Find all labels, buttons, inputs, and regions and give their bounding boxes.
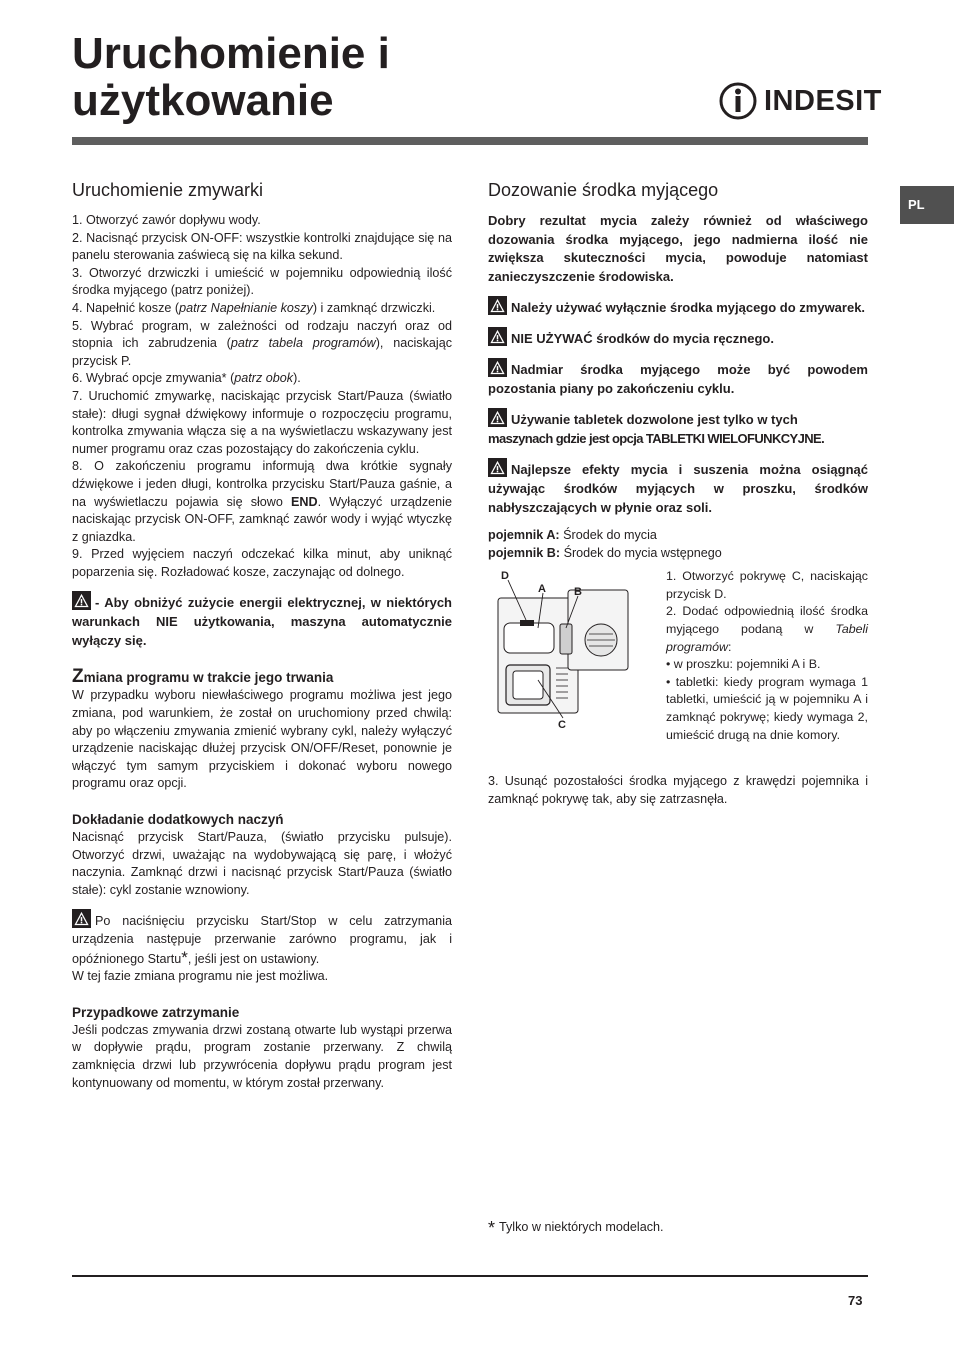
page-title-line2: użytkowanie bbox=[72, 76, 334, 125]
add-note: W tej fazie zmiana programu nie jest możliwa. bbox=[72, 969, 329, 984]
stop-text: Jeśli podczas zmywania drzwi zostaną otwarte lub wystąpi przerwa w dopływie prądu, program zostanie przerwany. Z chwilą zamknięcia drzwi lub przywrócenia dopływu prądu program jest kontynuowany od momentu, w którym został przerwany. bbox=[72, 1022, 452, 1090]
right-column bbox=[488, 178, 868, 808]
section-heading-change: Zmiana programu w trakcie jego trwania bbox=[72, 666, 334, 688]
dispenser-diagram bbox=[488, 568, 658, 738]
diagram-label-b: B bbox=[574, 586, 582, 599]
compartment-a: pojemnik A: Środek do mycia bbox=[488, 528, 657, 542]
step-2: 2. Nacisnąć przycisk ON-OFF: wszystkie kontrolki znajdujące się na panelu sterowania zaświecą się na kilka sekund. bbox=[72, 230, 452, 263]
dispenser-section bbox=[488, 568, 868, 773]
diagram-label-d: D bbox=[501, 570, 509, 583]
diagram-label-a: A bbox=[538, 583, 546, 596]
dispenser-tablets: • tabletki: kiedy program wymaga 1 tabletki, umieścić ją w pojemniku A i zamknąć pokrywę; kiedy wymaga 2, umieścić drugą na dnie komory. bbox=[666, 674, 868, 742]
add-warning: Po naciśnięciu przycisku Start/Stop w celu zatrzymania urządzenia następuje przerwanie zarówno programu, jak i opóźnionego Startu*, jeśli jest on ustawiony. bbox=[72, 909, 452, 968]
footnote-text: Tylko w niektórych modelach. bbox=[499, 1220, 664, 1234]
title-divider bbox=[72, 137, 868, 145]
energy-warning: - Aby obniżyć zużycie energii elektrycznej, w niektórych warunkach NIE użytkowania, maszyna automatycznie wyłączy się. bbox=[72, 591, 452, 650]
warning-icon bbox=[488, 408, 507, 427]
page-number: 73 bbox=[848, 1293, 863, 1308]
dispenser-powder: • w proszku: pojemniki A i B. bbox=[666, 657, 821, 672]
warning-tablets: Używanie tabletek dozwolone jest tylko w tych maszynach gdzie jest opcja TABLETKI WIELOFUNKCYJNE. bbox=[488, 408, 868, 448]
section-heading-detergent: Dozowanie środka myjącego bbox=[488, 180, 719, 200]
dispenser-step-1: 1. Otworzyć pokrywę C, naciskając przycisk D. bbox=[666, 569, 868, 601]
dispenser-step-3: 3. Usunąć pozostałości środka myjącego z krawędzi pojemnika i zamknąć pokrywę tak, aby się zatrzasnęła. bbox=[488, 774, 868, 806]
warning-icon bbox=[488, 458, 507, 477]
warning-icon bbox=[488, 358, 507, 377]
step-1: 1. Otworzyć zawór dopływu wody. bbox=[72, 213, 261, 227]
warning-no-hand-detergent: NIE UŻYWAĆ środków do mycia ręcznego. bbox=[488, 327, 868, 348]
dispenser-step-2: 2. Dodać odpowiednią ilość środka myjącego podaną w Tabeli programów: bbox=[666, 604, 868, 654]
compartment-legend bbox=[488, 527, 868, 562]
footnote bbox=[488, 1218, 868, 1239]
section-heading-start: Uruchomienie zmywarki bbox=[72, 180, 264, 200]
section-add-dishes bbox=[72, 811, 452, 986]
page-title bbox=[72, 30, 632, 124]
step-9: 9. Przed wyjęciem naczyń odczekać kilka minut, aby uniknąć poparzenia się. Rozładować kosze, zaczynając od dolnego. bbox=[72, 547, 452, 579]
warning-best-results: Najlepsze efekty mycia i suszenia można osiągnąć używając środków myjących w proszku, środków nabłyszczających w płynie oraz soli. bbox=[488, 458, 868, 517]
brand-name: INDESIT bbox=[764, 84, 882, 117]
step-4: 4. Napełnić kosze (patrz Napełnianie koszy) i zamknąć drzwiczki. bbox=[72, 300, 436, 315]
footnote-star: * bbox=[488, 1218, 496, 1238]
warning-icon bbox=[72, 909, 91, 928]
section-change-program bbox=[72, 668, 452, 793]
section-heading-stop: Przypadkowe zatrzymanie bbox=[72, 1004, 240, 1020]
compartment-b: pojemnik B: Środek do mycia wstępnego bbox=[488, 545, 722, 560]
warning-excess-foam: Nadmiar środka myjącego może być powodem pozostania piany po zakończeniu cyklu. bbox=[488, 358, 868, 398]
step-3: 3. Otworzyć drzwiczki i umieścić w pojemniku odpowiednią ilość środka myjącego (patrz poniżej). bbox=[72, 265, 452, 298]
section-accidental-stop bbox=[72, 1004, 452, 1092]
step-8: 8. O zakończeniu programu informują dwa krótkie sygnały dźwiękowe i jeden długi, kontrolka przycisku Start/Pauza gaśnie, a na wyświetlaczu pojawia się słowo END. Wyłączyć urządzenie naciskając przycisk ON-OFF, zamknąć zawór wody i wyjąć wtyczkę z gniazdka. bbox=[72, 459, 452, 544]
warning-dishwasher-only: Należy używać wyłącznie środka myjącego do zmywarek. bbox=[488, 296, 868, 317]
change-text: W przypadku wyboru niewłaściwego programu możliwa jest jego zmiana, pod warunkiem, że został on uruchomiony przed chwilą: aby po włączeniu zmywania zmienić wybrany cykl, należy wyłączyć urządzenie naciskając dłużej przycisk ON/OFF/Reset, ponownie je włączyć tym samym przyciskiem i dokonać wyboru nowego programu oraz opcji. bbox=[72, 688, 452, 791]
step-5: 5. Wybrać program, w zależności od rodzaju naczyń oraz od stopnia ich zabrudzenia (patrz tabela programów), naciskając przycisk P. bbox=[72, 318, 452, 368]
left-column bbox=[72, 178, 452, 1092]
detergent-intro: Dobry rezultat mycia zależy również od właściwego dozowania środka myjącego, jego nadmierna ilość nie zwiększa skuteczności mycia, powoduje natomiast zanieczyszczenie środowiska. bbox=[488, 213, 868, 284]
step-7: 7. Uruchomić zmywarkę, naciskając przycisk Start/Pauza (światło stałe): długi sygnał dźwiękowy informuje o rozpoczęciu programu, kontrolka zmywania włącza się a na wyświetlaczu wskazywany jest numer programu oraz czas pozostający do zakończenia cyklu. bbox=[72, 388, 452, 456]
brand-logo bbox=[718, 80, 882, 122]
step-6: 6. Wybrać opcje zmywania* (patrz obok). bbox=[72, 371, 301, 386]
diagram-label-c: C bbox=[558, 719, 566, 732]
start-steps bbox=[72, 212, 452, 581]
warning-icon bbox=[72, 591, 91, 610]
language-tab: PL bbox=[900, 186, 954, 224]
indesit-logo-icon bbox=[718, 81, 758, 121]
footer-divider bbox=[72, 1275, 868, 1277]
dispenser-instructions bbox=[666, 568, 868, 744]
add-text: Nacisnąć przycisk Start/Pauza, (światło przycisku pulsuje). Otworzyć drzwi, uważając na wydobywającą się parę, i włożyć naczynia. Zamknąć drzwi i nacisnąć przycisk Start/Pauza (światło stałe): cykl zostanie wznowiony. bbox=[72, 830, 452, 897]
warning-icon bbox=[488, 327, 507, 346]
section-heading-add: Dokładanie dodatkowych naczyń bbox=[72, 812, 284, 828]
page-title-line1: Uruchomienie i bbox=[72, 29, 390, 78]
warning-icon bbox=[488, 296, 507, 315]
